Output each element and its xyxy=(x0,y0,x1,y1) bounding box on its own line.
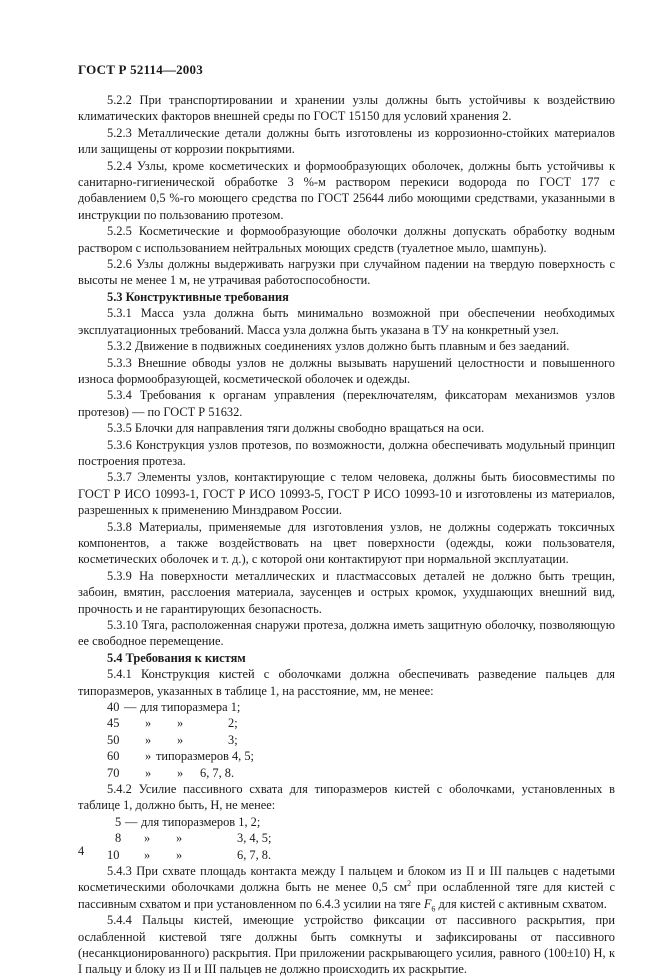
paragraph-5-3-4: 5.3.4 Требования к органам управления (переключателям, фиксаторам механизмов узлов протезов) — по ГОСТ Р 51632. xyxy=(78,388,615,419)
document-header: ГОСТ Р 52114—2003 xyxy=(78,62,203,77)
paragraph-5-3-10: 5.3.10 Тяга, расположенная снаружи протеза, должна иметь защитную оболочку, позволяющую ее свободное перемещение. xyxy=(78,618,615,649)
paragraph-5-3-1: 5.3.1 Масса узла должна быть минимально возможной при обеспечении необходимых эксплуатационных требований. Масса узла должна быть указана в ТУ на конкретный узел. xyxy=(78,306,615,337)
list-item: 5 — для типоразмеров 1, 2; xyxy=(115,814,261,829)
list-item: 8 » » 3, 4, 5; xyxy=(115,831,272,846)
paragraph-5-3-9: 5.3.9 На поверхности металлических и пластмассовых деталей не должно быть трещин, забоин, вмятин, расслоения материала, заусенцев и острых кромок, ухудшающих внешний вид, прочность и не гарантирующих безопасность. xyxy=(78,568,615,616)
paragraph-5-2-4: 5.2.4 Узлы, кроме косметических и формообразующих оболочек, должны быть устойчивы к санитарно-гигиенической обработке 3 %-м раствором перекиси водорода по ГОСТ 177 с добавлением 0,5 %-го моющего средства по ГОСТ 25644 либо моющими средствами, указанными в инструкции по пользованию протезом. xyxy=(78,158,615,222)
paragraph-5-4-3: 5.4.3 При схвате площадь контакта между I пальцем и блоком из II и III пальцев с надетыми косметическими оболочками должна быть не менее 0,5 $см^2$ при ослабленной тяге для кистей с пассивным схватом и при установленном по 6.4.3 усилии на тяге $F_6$ для кистей с активным схватом. xyxy=(78,863,615,914)
list-item: 50 » » 3; xyxy=(107,732,238,747)
page-content xyxy=(78,92,615,978)
paragraph-5-2-5: 5.2.5 Косметические и формообразующие оболочки должны допускать обработку водным раствором с использованием нейтральных моющих средств (туалетное мыло, шампунь). xyxy=(78,224,615,255)
paragraph-5-3-3: 5.3.3 Внешние обводы узлов не должны вызывать нарушений целостности и повышенного износа формообразующей, косметической оболочек и одежды. xyxy=(78,355,615,386)
page-number: 4 xyxy=(78,844,85,858)
paragraph-5-3-2: 5.3.2 Движение в подвижных соединениях узлов должно быть плавным и без заеданий. xyxy=(107,339,570,354)
paragraph-5-3-5: 5.3.5 Блочки для направления тяги должны свободно вращаться на оси. xyxy=(107,421,485,436)
list-item: 40 — для типоразмера 1; xyxy=(107,700,241,715)
list-item: 10 » » 6, 7, 8. xyxy=(107,847,272,862)
paragraph-5-4-1: 5.4.1 Конструкция кистей с оболочками должна обеспечивать разведение пальцев для типоразмеров, указанных в таблице 1, на расстояние, мм, не менее: xyxy=(78,667,615,698)
paragraph-5-2-2: 5.2.2 При транспортировании и хранении узлы должны быть устойчивы к воздействию климатических факторов внешней среды по ГОСТ 15150 для условий хранения 2. xyxy=(78,93,615,124)
list-item: 60 » типоразмеров 4, 5; xyxy=(107,749,254,764)
paragraph-5-3-6: 5.3.6 Конструкция узлов протезов, по возможности, должна обеспечивать модульный принцип построения протеза. xyxy=(78,437,615,468)
paragraph-5-4-2: 5.4.2 Усилие пассивного схвата для типоразмеров кистей с оболочками, установленных в таблице 1, должно быть, Н, не менее: xyxy=(78,781,615,813)
section-heading-5-4: 5.4 Требования к кистям xyxy=(107,650,246,665)
finger-spread-list xyxy=(78,699,615,781)
list-item: 70 » » 6, 7, 8. xyxy=(107,765,235,780)
list-item: 45 » » 2; xyxy=(107,716,238,731)
paragraph-5-3-8: 5.3.8 Материалы, применяемые для изготовления узлов, не должны содержать токсичных компонентов, а также воздействовать на цвет поверхности (одежды, кожи пользователя, косметических оболочек и т. д.), с которой они контактируют при нормальной эксплуатации. xyxy=(78,519,615,567)
paragraph-5-3-7: 5.3.7 Элементы узлов, контактирующие с телом человека, должны быть биосовместимы по ГОСТ Р ИСО 10993-1, ГОСТ Р ИСО 10993-5, ГОСТ Р ИСО 10993-10 и изготовлены из материалов, разрешенных к применению Минздравом России. xyxy=(78,470,615,518)
section-heading-5-3: 5.3 Конструктивные требования xyxy=(107,289,289,304)
paragraph-5-2-6: 5.2.6 Узлы должны выдерживать нагрузки при случайном падении на твердую поверхность с высоты не менее 1 м, не утрачивая работоспособности. xyxy=(78,257,615,288)
grip-force-list xyxy=(78,814,615,863)
paragraph-5-2-3: 5.2.3 Металлические детали должны быть изготовлены из коррозионно-стойких материалов или защищены от коррозии покрытиями. xyxy=(78,125,615,157)
paragraph-5-4-4: 5.4.4 Пальцы кистей, имеющие устройство фиксации от пассивного раскрытия, при ослабленной кистевой тяге должны быть сомкнуты и зафиксированы от пассивного (несанкционированного) раскрытия. При приложении раскрывающего усилия, равного (100±10) Н, к I пальцу и блоку из II и III пальцев не должно происходить их раскрытие. xyxy=(78,913,615,977)
